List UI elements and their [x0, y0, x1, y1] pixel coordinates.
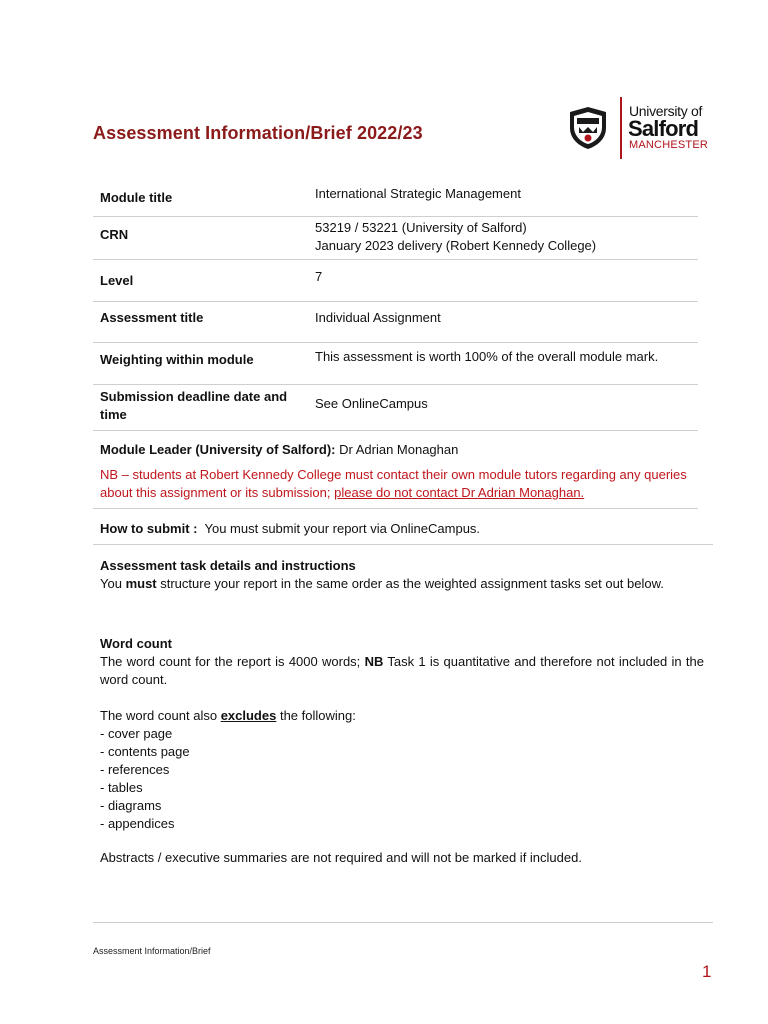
emphasis: must — [125, 576, 157, 591]
word-count-heading: Word count — [100, 636, 172, 651]
row-label: CRN — [100, 227, 129, 242]
text-segment: The word count for the report is 4000 words; — [100, 654, 365, 669]
footer-text: Assessment Information/Brief — [93, 946, 211, 956]
list-item: - references — [100, 762, 170, 777]
module-leader-name: Dr Adrian Monaghan — [339, 442, 459, 457]
row-value: 7 — [315, 269, 323, 284]
module-leader-label: Module Leader (University of Salford): — [100, 442, 336, 457]
how-to-submit-label: How to submit : — [100, 521, 198, 536]
list-item: - diagrams — [100, 798, 162, 813]
emphasis: NB — [364, 654, 384, 669]
logo-divider — [620, 97, 622, 159]
exclusions-intro — [100, 707, 704, 725]
logo-line3: MANCHESTER — [629, 139, 709, 151]
divider — [93, 508, 698, 509]
table-row — [93, 217, 698, 260]
list-item: - tables — [100, 780, 143, 795]
emphasis: excludes — [220, 708, 277, 723]
university-logo — [568, 97, 718, 159]
row-label: Level — [100, 273, 134, 288]
text-segment: You — [100, 576, 126, 591]
row-value: International Strategic Management — [315, 186, 521, 201]
logo-line1: University of — [629, 103, 703, 119]
nb-text: NB – students at Robert Kennedy College must contact their own module tutors regarding any queries about this assignment or its submission; — [100, 467, 687, 500]
text-segment: Task 1 is quantitative and therefore not included in the word count. — [100, 654, 704, 687]
table-row — [93, 343, 698, 385]
table-row — [93, 302, 698, 343]
row-label: Weighting within module — [100, 352, 254, 367]
assessment-info-table — [93, 175, 698, 431]
abstracts-note: Abstracts / executive summaries are not required and will not be marked if included. — [100, 850, 582, 865]
how-to-submit-text: You must submit your report via OnlineCampus. — [204, 521, 481, 536]
row-label: Assessment title — [100, 310, 204, 325]
row-value: This assessment is worth 100% of the overall module mark. — [315, 349, 659, 364]
exclusions-list — [100, 725, 704, 833]
document-title: Assessment Information/Brief 2022/23 — [93, 123, 423, 143]
word-count — [100, 635, 704, 689]
row-label: Module title — [100, 190, 173, 205]
how-to-submit — [100, 521, 480, 536]
task-details — [100, 557, 704, 593]
row-value-line: 53219 / 53221 (University of Salford) — [315, 220, 527, 235]
text-segment: the following: — [276, 708, 356, 723]
module-leader — [100, 442, 458, 457]
row-value — [315, 219, 596, 255]
divider — [93, 544, 713, 545]
word-count-text — [100, 653, 704, 689]
list-item: - contents page — [100, 744, 190, 759]
row-value: Individual Assignment — [315, 310, 441, 325]
exclusions — [100, 707, 704, 833]
text-segment: structure your report in the same order as the weighted assignment tasks set out below. — [156, 576, 664, 591]
task-details-heading: Assessment task details and instructions — [100, 558, 356, 573]
table-row — [93, 385, 698, 431]
task-details-text — [100, 575, 704, 593]
text-segment: The word count also — [100, 708, 221, 723]
row-value: See OnlineCampus — [315, 396, 428, 411]
row-value-line: January 2023 delivery (Robert Kennedy College) — [315, 238, 597, 253]
page-number: 1 — [702, 962, 712, 981]
footer-divider — [93, 922, 713, 923]
list-item: - cover page — [100, 726, 173, 741]
crest-icon — [568, 106, 608, 150]
logo-line2: Salford — [628, 116, 699, 141]
table-row — [93, 175, 698, 217]
row-label: Submission deadline date and time — [100, 389, 288, 422]
nb-notice — [100, 466, 710, 502]
table-row — [93, 260, 698, 302]
list-item: - appendices — [100, 816, 175, 831]
nb-underlined: please do not contact Dr Adrian Monaghan. — [334, 485, 585, 500]
